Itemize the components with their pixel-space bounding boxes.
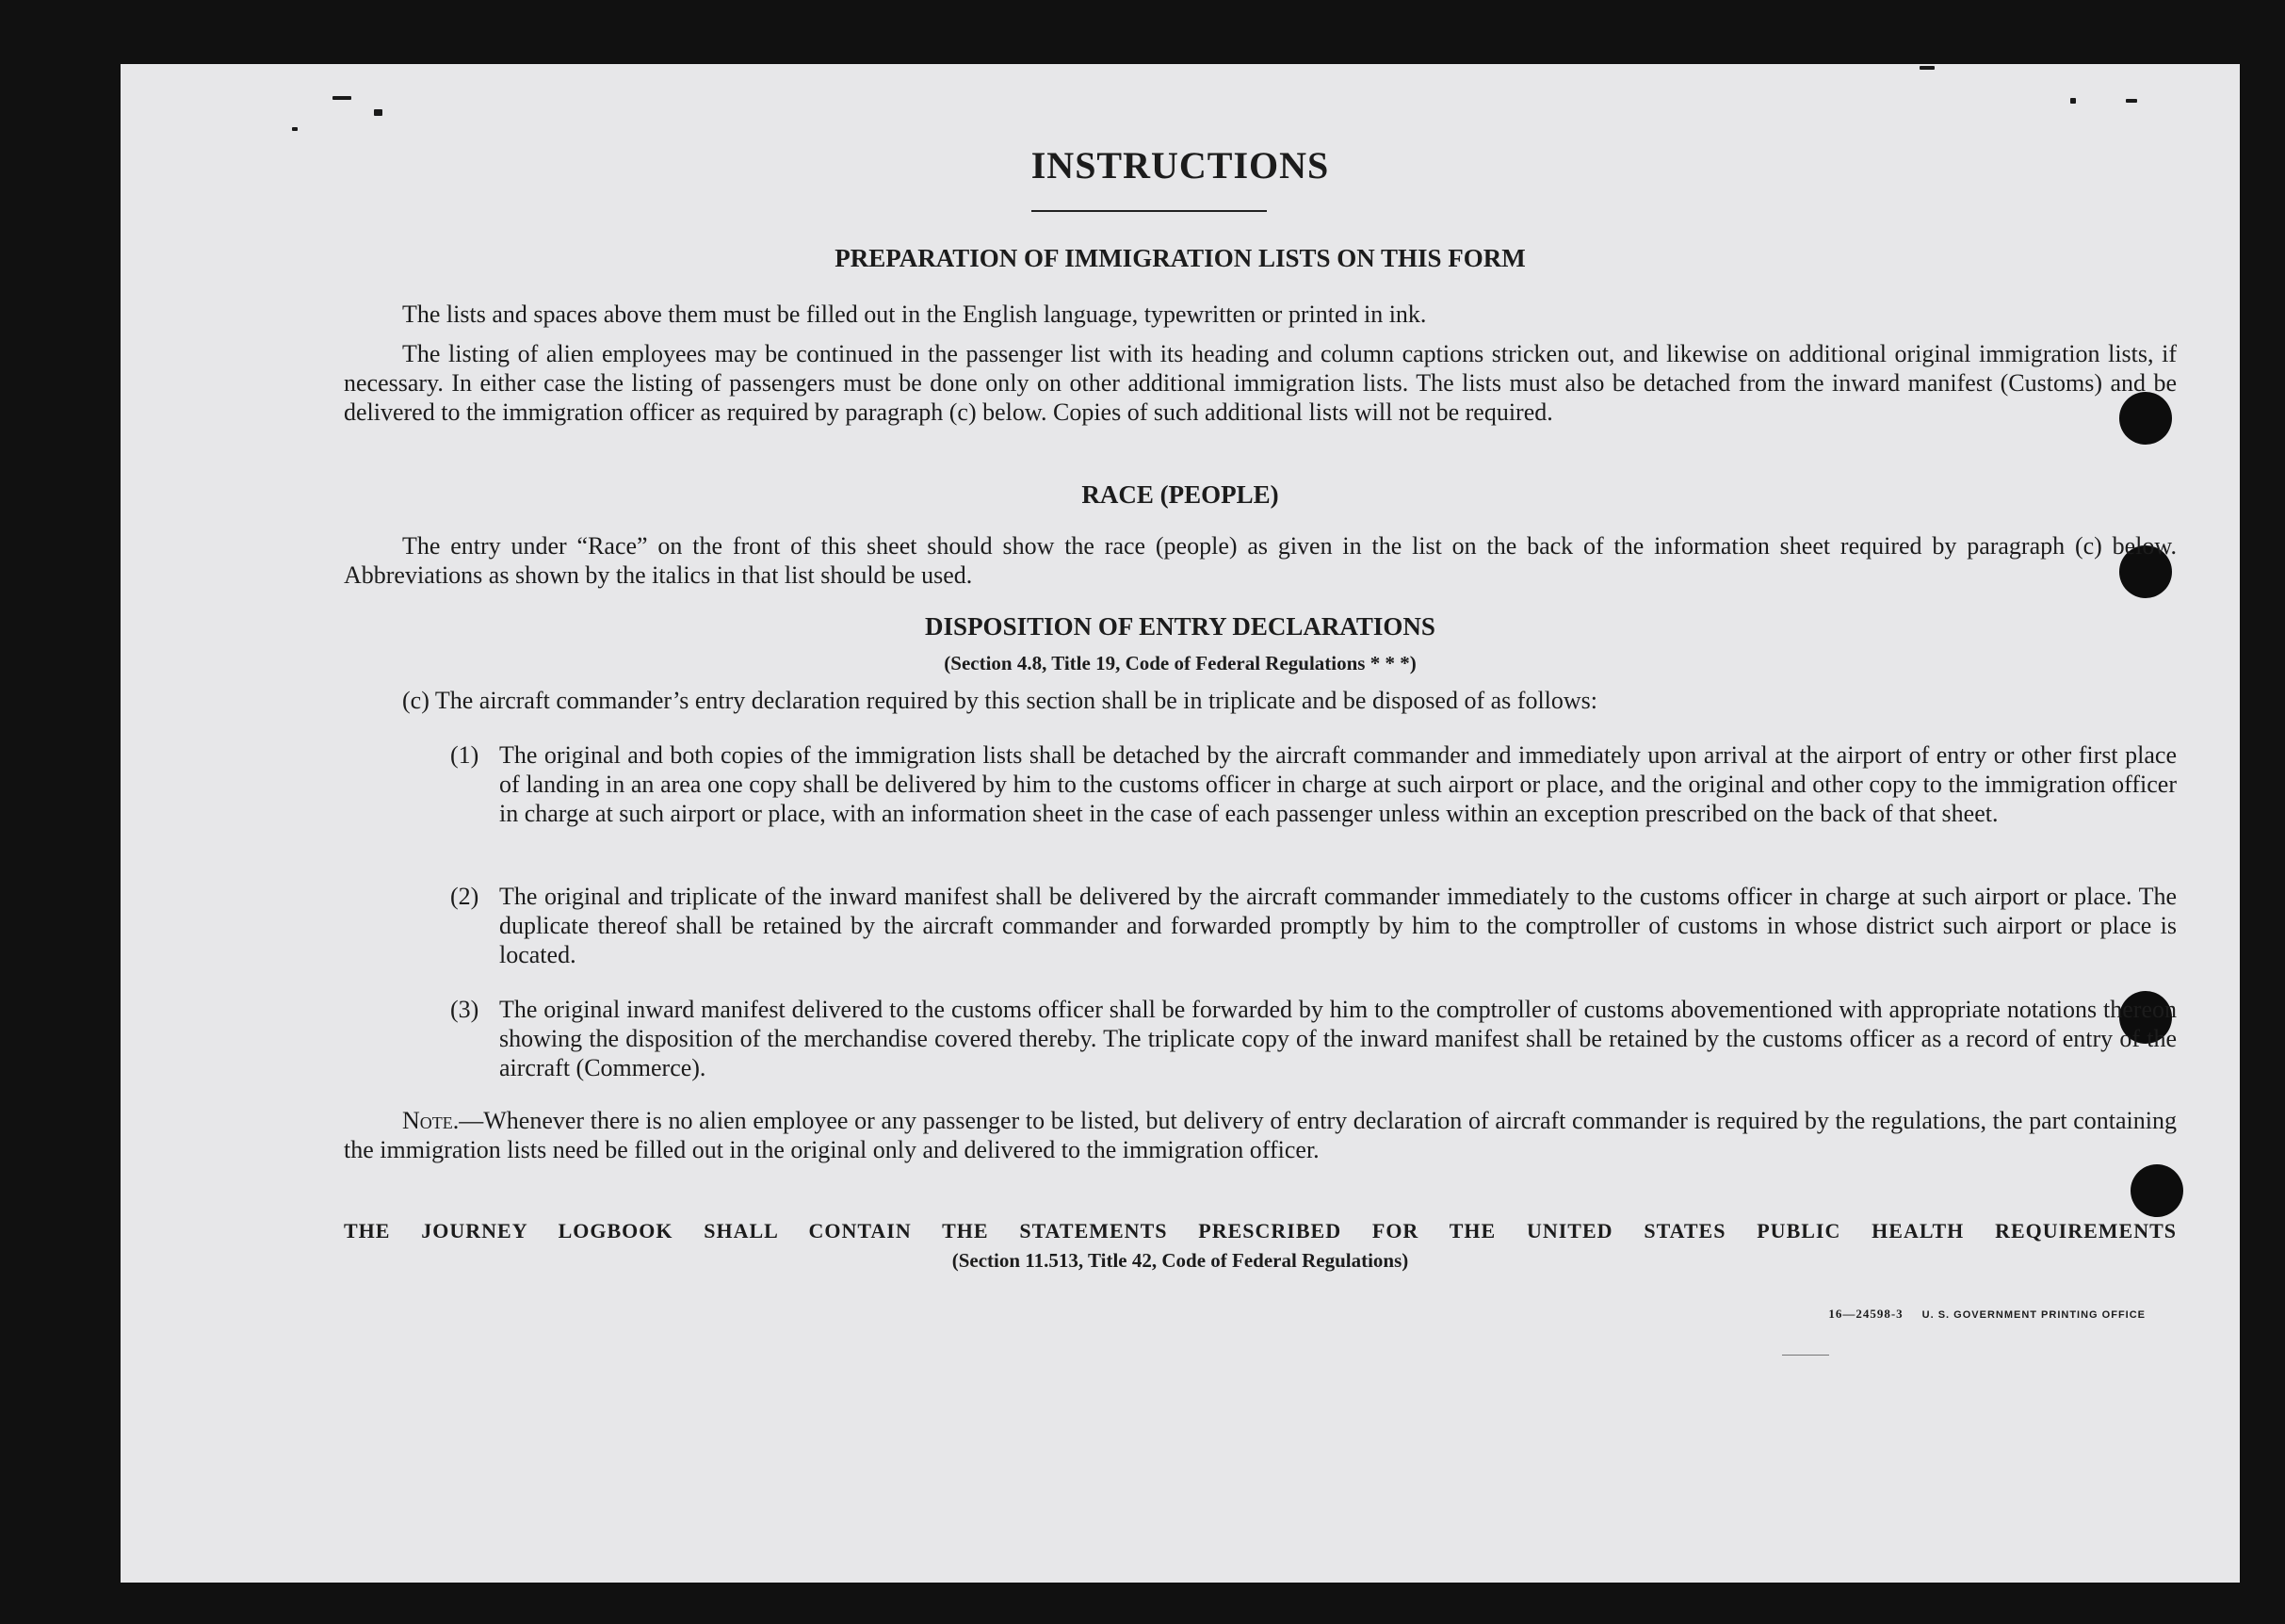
note-text: —Whenever there is no alien employee or any passenger to be listed, but delivery of entry declaration of aircraft commander is required by the regulations, the part containing the immigration lists need be filled out in the original only and delivered to the immigration officer. [344,1107,2177,1163]
public-health-citation: (Section 11.513, Title 42, Code of Federal Regulations) [951,1249,1409,1272]
item-text: The original inward manifest delivered to the customs officer shall be forwarded by him to the comptroller of customs abovementioned with appropriate notations thereon showing the disposition of the merchandise covered thereby. The triplicate copy of the inward manifest shall be retained by the customs officer as a record of entry of the aircraft (Commerce). [499,996,2177,1081]
item-number: (1) [450,741,479,769]
document-page [121,64,2240,1583]
scan-speck [1920,66,1935,70]
print-imprint [1656,1306,2146,1323]
note-paragraph [344,1106,2177,1164]
paragraph-alien-employees: The listing of alien employees may be continued in the passenger list with its heading and column captions stricken out, and likewise on additional original immigration lists, if necessary. In either case the listing of passengers must be done only on other additional immigration lists. The lists must also be detached from the inward manifest (Customs) and be delivered to the immigration officer as required by paragraph (c) below. Copies of such additional lists will not be required. [344,340,2177,426]
item-text: The original and both copies of the immigration lists shall be detached by the aircraft commander and immediately upon arrival at the airport of entry or other first place of landing in an area one copy shall be delivered by him to the customs officer in charge at such airport or place, and the original and other copy to the immigration officer in charge at such airport or place, with an information sheet in the case of each passenger unless within an exception prescribed on the back of that sheet. [499,741,2177,827]
public-health-statement: THE JOURNEY LOGBOOK SHALL CONTAIN THE STATEMENTS PRESCRIBED FOR THE UNITED STATES PUBLIC HEALTH REQUIREMENTS [344,1219,2177,1242]
item-number: (2) [450,883,479,910]
page-title: INSTRUCTIONS [1030,144,1330,187]
scan-speck [2070,98,2076,104]
form-number: 16—24598-3 [1828,1307,1904,1321]
paragraph-lists-language: The lists and spaces above them must be filled out in the English language, typewritten or printed in ink. [402,300,1427,328]
scan-speck [292,127,298,131]
punch-hole [2131,1164,2183,1217]
section-heading-disposition: DISPOSITION OF ENTRY DECLARATIONS [925,612,1435,641]
scan-speck [374,109,382,116]
item-number: (3) [450,996,479,1023]
item-text: The original and triplicate of the inward manifest shall be delivered by the aircraft commander immediately to the customs officer in charge at such airport or place. The duplicate thereof shall be retained by the aircraft commander and forwarded promptly by him to the comptroller of customs in whose district such airport or place is located. [499,883,2177,968]
section-heading-immigration: PREPARATION OF IMMIGRATION LISTS ON THIS FORM [835,244,1526,272]
paragraph-c-intro: (c) The aircraft commander’s entry declaration required by this section shall be in triplicate and be disposed of as follows: [402,687,1598,714]
paragraph-race: The entry under “Race” on the front of this sheet should show the race (people) as given in the list on the back of the information sheet required by paragraph (c) below. Abbreviations as shown by the italics in that list should be used. [344,532,2177,589]
title-underline [1031,210,1267,212]
note-label: Note. [402,1107,460,1134]
section-citation: (Section 4.8, Title 19, Code of Federal Regulations * * *) [944,652,1417,674]
footer-dash [1782,1355,1829,1356]
section-heading-race: RACE (PEOPLE) [1081,480,1279,509]
printer-name: U. S. GOVERNMENT PRINTING OFFICE [1921,1309,2146,1321]
scan-speck [332,96,351,100]
scan-speck [2126,99,2137,103]
